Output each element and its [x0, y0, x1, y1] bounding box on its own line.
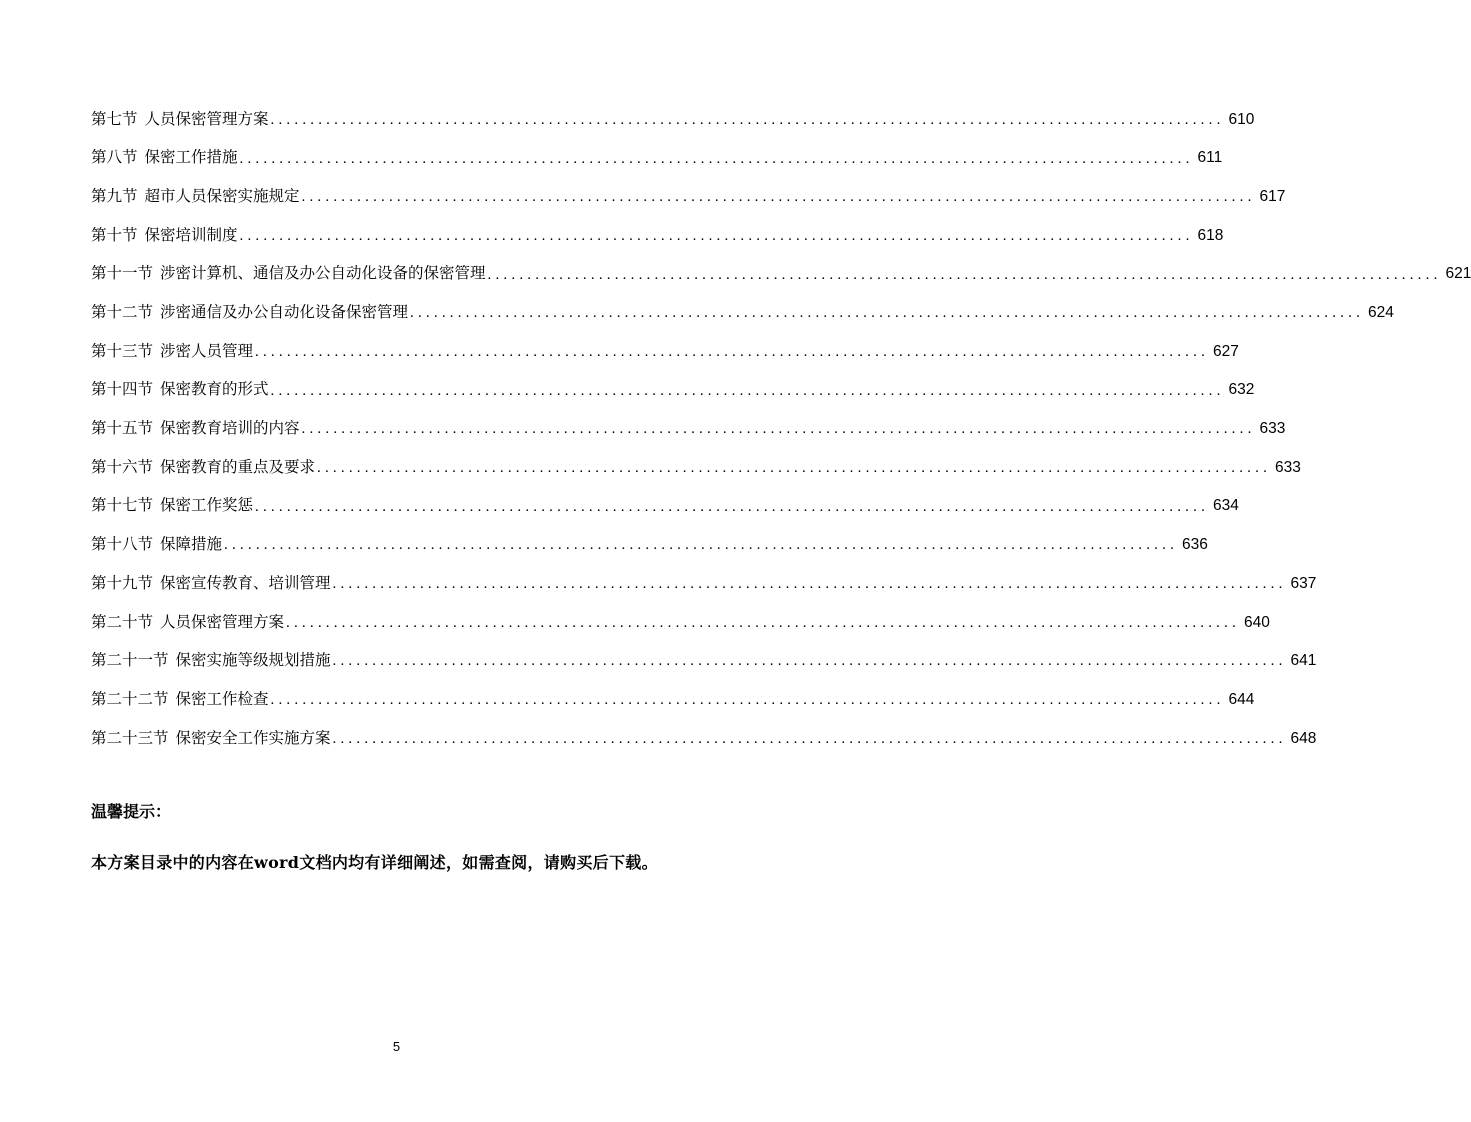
- toc-entry-title: [91, 457, 317, 476]
- toc-entry-title: [91, 653, 333, 669]
- toc-dot-leader: ........................................................................................................................: [317, 460, 1272, 477]
- toc-section-title: 保障措施: [160, 535, 223, 554]
- toc-dot-leader: ........................................................................................................................: [255, 343, 1210, 360]
- toc-entry[interactable]: [91, 139, 1223, 178]
- toc-section-title: 保密教育的形式: [160, 380, 269, 399]
- toc-entry-title: [91, 537, 224, 553]
- toc-section-number: 第十节: [91, 225, 138, 244]
- toc-section-title: 保密工作措施: [144, 148, 238, 167]
- toc-entry-title: [91, 498, 255, 514]
- toc-entry-title: [91, 266, 488, 282]
- notice-body: 本方案目录中的内容在word文档内均有详细阐述，如需查阅，请购买后下载。: [91, 853, 658, 872]
- toc-section-number: 第二十三节: [91, 728, 169, 747]
- toc-section-number: 第九节: [91, 186, 138, 205]
- page-number: 5: [392, 1039, 401, 1054]
- toc-dot-leader: ........................................................................................................................: [301, 189, 1256, 206]
- toc-entry-title: [91, 689, 271, 708]
- toc-section-number: 第十九节: [91, 573, 154, 592]
- toc-dot-leader: ........................................................................................................................: [239, 150, 1194, 167]
- toc-dot-leader: ........................................................................................................................: [270, 382, 1225, 399]
- toc-entry-title: [91, 612, 286, 631]
- toc-section-title: 涉密人员管理: [160, 341, 254, 360]
- toc-dot-leader: ........................................................................................................................: [301, 421, 1256, 438]
- toc-section-title: 保密宣传教育、培训管理: [160, 573, 331, 592]
- toc-page-number: 633: [1275, 458, 1301, 476]
- toc-entry[interactable]: [91, 448, 1301, 487]
- toc-entry[interactable]: [91, 216, 1224, 255]
- table-of-contents: [91, 100, 1471, 758]
- toc-entry-title: [91, 150, 240, 166]
- toc-entry[interactable]: [91, 603, 1270, 642]
- toc-section-title: 涉密计算机、通信及办公自动化设备的保密管理: [160, 264, 486, 283]
- toc-dot-leader: ........................................................................................................................: [410, 305, 1365, 322]
- toc-page-number: 624: [1368, 304, 1394, 322]
- toc-dot-leader: ........................................................................................................................: [286, 614, 1241, 631]
- toc-page-number: 610: [1228, 110, 1255, 128]
- toc-section-title: 保密实施等级规划措施: [175, 651, 331, 670]
- toc-entry[interactable]: [91, 100, 1255, 139]
- toc-entry[interactable]: [91, 487, 1239, 526]
- toc-entry[interactable]: [91, 719, 1317, 758]
- toc-section-number: 第十三节: [91, 341, 154, 360]
- toc-section-title: 保密教育培训的内容: [160, 419, 300, 438]
- toc-section-number: 第十四节: [91, 380, 154, 399]
- toc-entry-title: [91, 728, 333, 747]
- toc-page-number: 636: [1182, 536, 1208, 554]
- notice-heading: 温馨提示：: [91, 802, 172, 821]
- toc-section-title: 保密工作奖惩: [160, 496, 254, 515]
- toc-section-number: 第二十一节: [91, 651, 169, 670]
- toc-dot-leader: ........................................................................................................................: [270, 111, 1225, 128]
- toc-page-number: 621: [1445, 265, 1471, 283]
- toc-entry-title: [91, 225, 240, 244]
- toc-page-number: 633: [1259, 420, 1286, 438]
- toc-entry[interactable]: [91, 293, 1394, 332]
- toc-section-number: 第二十节: [91, 612, 154, 631]
- toc-section-number: 第十七节: [91, 496, 154, 515]
- toc-dot-leader: ........................................................................................................................: [332, 653, 1287, 670]
- toc-entry[interactable]: [91, 255, 1471, 294]
- toc-entry[interactable]: [91, 642, 1317, 681]
- toc-entry-title: [91, 341, 255, 360]
- toc-section-number: 第七节: [91, 109, 138, 128]
- toc-page-number: 618: [1197, 226, 1224, 244]
- toc-entry-title: [91, 382, 271, 398]
- toc-page-number: 637: [1290, 574, 1317, 592]
- toc-entry-title: [91, 186, 302, 205]
- toc-section-number: 第十六节: [91, 457, 154, 476]
- toc-page-number: 611: [1197, 149, 1223, 167]
- toc-section-number: 第八节: [91, 148, 138, 167]
- toc-entry[interactable]: [91, 410, 1286, 449]
- toc-section-title: 涉密通信及办公自动化设备保密管理: [160, 303, 409, 322]
- toc-section-title: 人员保密管理方案: [160, 612, 285, 631]
- toc-page-number: 627: [1213, 342, 1239, 360]
- toc-page-number: 648: [1290, 729, 1317, 747]
- toc-entry[interactable]: [91, 564, 1317, 603]
- toc-page-number: 644: [1228, 690, 1255, 708]
- toc-entry[interactable]: [91, 526, 1208, 565]
- toc-section-title: 超市人员保密实施规定: [144, 186, 300, 205]
- toc-section-number: 第十八节: [91, 535, 154, 554]
- toc-section-title: 保密安全工作实施方案: [175, 728, 331, 747]
- toc-entry[interactable]: [91, 332, 1239, 371]
- toc-dot-leader: ........................................................................................................................: [224, 537, 1179, 554]
- toc-entry-title: [91, 421, 302, 437]
- toc-section-number: 第十五节: [91, 419, 154, 438]
- toc-entry-title: [91, 573, 333, 592]
- toc-page-number: 634: [1213, 497, 1239, 515]
- toc-page-number: 641: [1290, 652, 1317, 670]
- toc-section-title: 人员保密管理方案: [144, 109, 269, 128]
- toc-page-number: 632: [1228, 381, 1255, 399]
- toc-page-number: 640: [1244, 613, 1270, 631]
- toc-page-number: 617: [1259, 187, 1286, 205]
- toc-dot-leader: ........................................................................................................................: [270, 692, 1225, 709]
- toc-dot-leader: ........................................................................................................................: [487, 266, 1442, 283]
- toc-dot-leader: ........................................................................................................................: [332, 576, 1287, 593]
- toc-entry[interactable]: [91, 177, 1286, 216]
- toc-section-title: 保密教育的重点及要求: [160, 457, 316, 476]
- toc-section-title: 保密工作检查: [175, 689, 269, 708]
- toc-entry[interactable]: [91, 371, 1255, 410]
- toc-section-number: 第二十二节: [91, 689, 169, 708]
- toc-entry-title: [91, 109, 271, 128]
- toc-dot-leader: ........................................................................................................................: [255, 498, 1210, 515]
- toc-entry-title: [91, 305, 410, 321]
- toc-entry[interactable]: [91, 680, 1255, 719]
- toc-section-number: 第十一节: [91, 264, 154, 283]
- toc-section-title: 保密培训制度: [144, 225, 238, 244]
- toc-dot-leader: ........................................................................................................................: [332, 730, 1287, 747]
- toc-section-number: 第十二节: [91, 303, 154, 322]
- toc-dot-leader: ........................................................................................................................: [239, 227, 1194, 244]
